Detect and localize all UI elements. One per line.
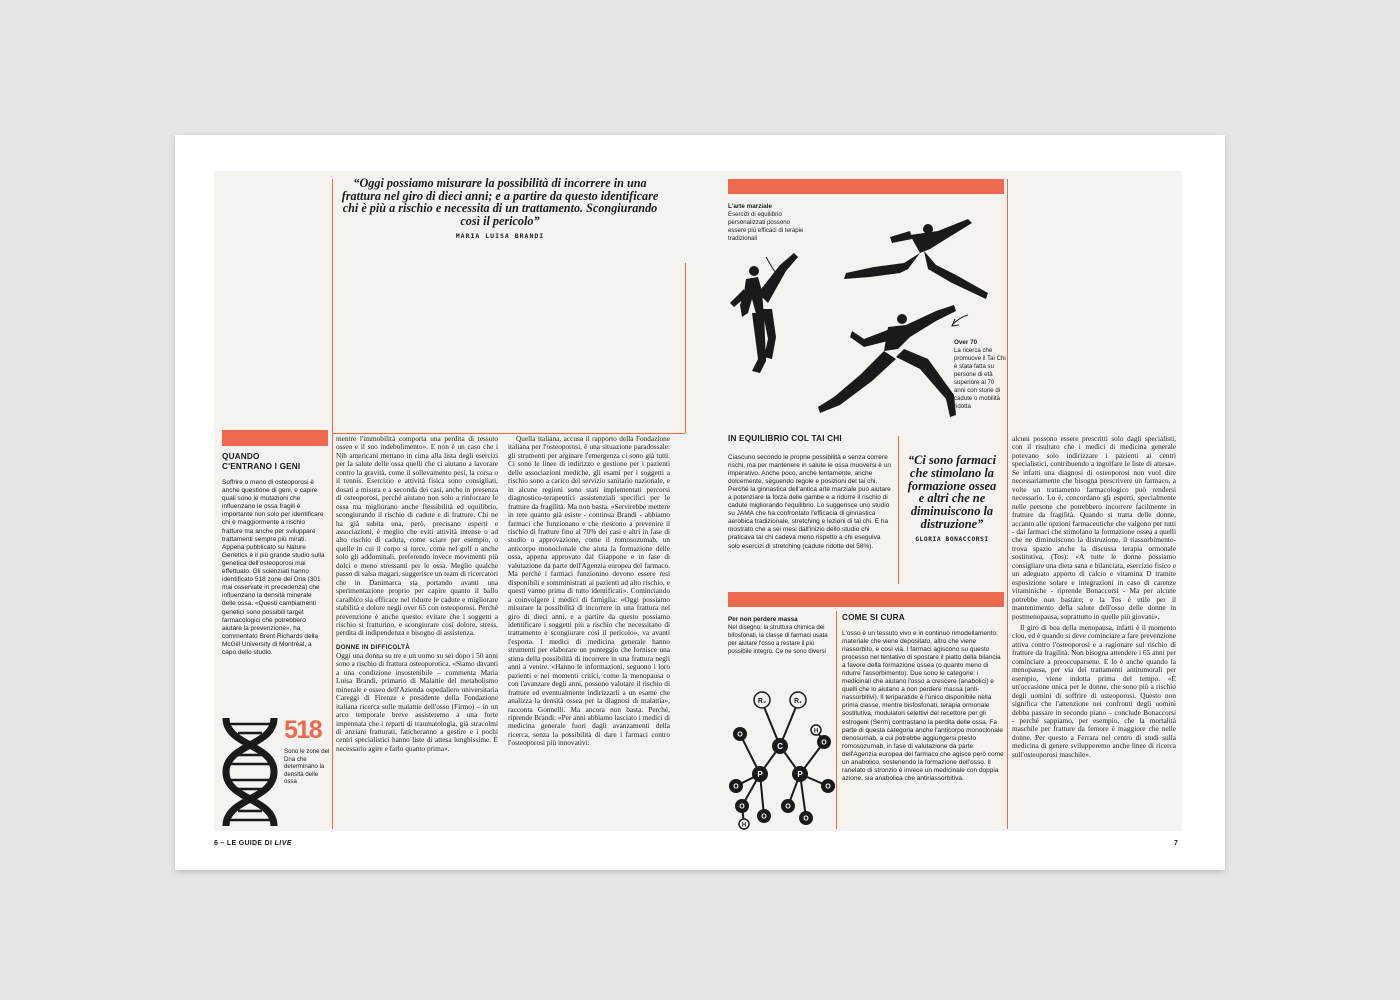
article-text: Quella italiana, accusa il rapporto della Fondazione italiana per l'osteoporosi, è una situazione paradossale: gli strumenti per arginare l'emergenza ci sono già tutti. Ci sono le linee di indirizzo e gestione per i pazienti delle associazioni mediche, gli esami per i soggetti a rischio sono a carico del servizio sanitario nazionale, e in alcune regioni sono stati implementati percorsi diagnostico-terapeutici assistenziali specifici per le fratture da fragilità. Ma non basta. «Servirebbe mettere in rete quanto già esiste - continua Brandi - abbiamo farmaci che funzionano e che riescono a prevenire il rischio di fratture fino al 70% dei casi e altri in fase di studio o approvazione, come il romosozumab, un anticorpo monoclonale che aiuta la formazione delle ossa, appena approvato dal Giappone e in fase di valutazione da parte dell'Agenzia europea del farmaco. Ma perché i farmaci funzionino devono essere resi disponibili e somministrati ai pazienti ad alto rischio, e questi vanno prima di tutto identificati». Cominciando a coinvolgere i medici di famiglia: «Oggi possiamo misurare la possibilità di incorrere in una frattura nel giro di dieci anni, e a partire da questo possiamo identificare i soggetti più a rischio che necessitano di trattamento e scongiurare così il pericolo», va avanti l'esperta. I medici di medicina generale hanno strumenti per elaborare un punteggio che fornisce una stima della possibilità di incorrere in una frattura negli anni a venire. «Hanno le informazioni, seguono i loro pazienti e nei momenti critici, come la menopausa o con l'avanzare degli anni, possono valutare il rischio di fratture ed eventualmente indirizzarli a un esame che analizza la densità ossea per la diagnosi di malattia», racconta Gonnelli. Ma ancora non basta. Perché, riprende Brandi: «Per anni abbiamo lasciato i medici di medicina generale fuori dagli avanzamenti della ricerca, senza la possibilità di dare i farmaci contro l'osteoporosi più innovativi: [508, 434, 670, 748]
footer-label: LE GUIDE DI [226, 840, 273, 847]
article-text: alcuni possono essere prescritti solo dagli specialisti, con il risultato che i medici di medicina generale potevano solo indirizzare i pazienti ai centri specialistici, contribuendo a ingolfare le liste di attesa». Se infatti una diagnosi di osteoporosi non vuol dire necessariamente che bisogna prescrivere un farmaco, a volte un trattamento farmacologico può rendersi necessario. Lo è, concordano gli esperti, specialmente nelle persone che potrebbero incorrere facilmente in fratture da fragilità. Quando si tratta delle donne, accanto alle opzioni farmaceutiche che valgono per tutti - dai farmaci che stimolano la formazione ossea a quelli che ne diminuiscono la distruzione, il riassorbimento- trova spazio anche la discussa terapia ormonale sostitutiva, (Tos): «A tutte le donne possiamo consigliare una dieta sana e bilanciata, esercizio fisico e un adeguato apporto di calcio e vitamina D tramite esposizione solare e integrazioni in caso di carenze vitaminiche - riprende Bonaccorsi - Ma per alcune potrebbe non bastare; e la Tos è utile per il mantenimento della salute dell'osso delle donne in postmenopausa, soprattutto in quelle più giovani». [1012, 434, 1176, 621]
atom-o-label: O [737, 731, 743, 739]
atom-o-label: O [733, 783, 739, 791]
illustration-accent-bar [728, 179, 1004, 194]
article-text: Oggi una donna su tre e un uomo su sei dopo i 50 anni sono a rischio di frattura osteoporotica. «Siamo davanti a una condizione insostenibile – commenta Maria Luisa Brandi, primario di Malattie del metabolismo minerale e osseo dell'Azienda ospedaliero universitaria Careggi di Firenze e presidente della Fondazione italiana ricerca sulle malattie dell'osso (Firmo) – in un arco temporale breve assisteremo a una forte impennata che i reparti di traumatologia, già stracolmi di anziani fratturati, faticheranno a gestire e i pochi centri specialistici hanno liste di attesa lunghissime. È necessario agire e farlo quanto prima». [336, 650, 498, 753]
atom-h-label: H [741, 822, 747, 829]
sidebar-accent-bar [222, 430, 328, 446]
caption-body: Esercizi di equilibrio personalizzati possono essere più efficaci di terapie tradizionali [728, 211, 804, 242]
atom-o-label: O [821, 739, 827, 747]
atom-p-label: P [757, 770, 763, 779]
section-body: L'osso è un tessuto vivo e in continuo rimodellamento: materiale che viene depositato, altro che viene riassorbito, e così via. I farmaci agiscono su questo processo nel tentativo di spostare il piatto della bilancia a favore della formazione ossea (o quanto meno di ridurre l'assorbimento). Due sono le categorie: i medicinali che aiutano l'osso a crescere (anabolici) e quelli che lo aiutano a non perdere massa (anti-riassorbitivi). Il teriparatide è l'unico disponibile nella prima classe, mentre bisfosfonati, terapia ormonale sostitutiva, modulatori selettivi del recettore per gli estrogeni (Serm) contrastano la perdita delle ossa. Fa parte di questa categoria anche l'anticorpo monoclonale denosumab, a cui potrebbe aggiungersi presto romosozumab, in fase di valutazione da parte dell'Agenzia europea del farmaco che agisce però come un anabolico, sostenendo la formazione dell'osso. Il ranelato di stronzio è invece un medicinale con doppia azione, sia anabolica che antiriassorbitiva. [842, 629, 1004, 783]
bisphosphonate-molecule-diagram [728, 686, 838, 831]
pull-quote-author: MARIA LUISA BRANDI [455, 232, 545, 241]
dna-helix-icon [220, 716, 280, 828]
column-rule [1007, 179, 1008, 829]
caption-title: L'arte marziale [728, 203, 772, 210]
column-rule [685, 263, 686, 433]
caption-title: Per non perdere massa [728, 616, 798, 623]
sidebar-body: Soffrire o meno di osteoporosi è anche questione di geni, e capire quali sono le mutazioni che influenzano le ossa fragili è importante non solo per identificare chi è maggiormente a rischio fratture ma anche per sviluppare trattamenti sempre più mirati. Appena pubblicato su Nature Genetics è il più grande studio sulla genetica dell'osteoporosi mai effettuato. Gli scienziati hanno identificato 518 zone del Dna (301 mai osservate in precedenza) che influenzano la densità minerale delle ossa. «Questi cambiamenti genetici sono possibili target farmacologici che potrebbero aiutare la prevenzione», ha commentato Brent Richards della McGill University di Montréal, a capo dello studio. [222, 479, 325, 656]
footer-separator: – [220, 840, 225, 847]
article-column-2 [336, 435, 498, 753]
atom-r1-label: R₁ [794, 698, 802, 705]
section-heading: IN EQUILIBRIO COL TAI CHI [728, 434, 842, 443]
article-text: Il giro di boa della menopausa, infatti è il momento clou, ed è quando si deve cominciare a fare prevenzione attiva contro l'osteoporosi e a ragionare sul rischio di fratture da fragilità. Non bisogna attendere i 65 anni per cominciare a preoccuparsene. E lo è anche quando la menopausa, per via dei trattamenti antitumorali per esempio, viene indotta prima del tempo. «È un'occasione unica per le donne, che sono più a rischio degli uomini di soffrire di osteoporosi. Questo non significa che l'attenzione nei confronti degli uomini debba passare in secondo piano – conclude Bonaccorsi - perché sappiamo, per esempio, che la mortalità maschile per fratture da femore è maggiore che nelle donne. Per questo a Ferrara nel centro di studi sulla medicina di genere svilupperemo anche linee di ricerca sull'osteoporosi maschile». [1012, 622, 1176, 759]
page-footer-left [214, 840, 292, 847]
come-si-cura-section [842, 613, 1004, 783]
pull-quote-text: “Ci sono farmaci che stimolano la formazione ossea e altri che ne diminuiscono la distruzione” [907, 453, 997, 531]
page-number: 6 [214, 840, 219, 847]
page-number: 7 [1174, 840, 1178, 847]
atom-o-label: O [739, 803, 745, 811]
sidebar-heading: QUANDO C'ENTRANO I GENI [222, 452, 301, 471]
article-column-last [1012, 435, 1176, 759]
column-rule [332, 179, 333, 829]
section-heading: COME SI CURA [842, 613, 905, 622]
pull-quote-text: “Oggi possiamo misurare la possibilità di incorrere in una frattura nel giro di dieci anni; e a partire da questo identificare chi è più a rischio e necessita di un trattamento. Scongiurando così il pericolo” [341, 176, 659, 228]
tai-chi-section [728, 434, 892, 551]
illustration-caption-right [954, 339, 1006, 411]
atom-c-label: C [777, 742, 783, 751]
brand-logo: LIVE [274, 840, 293, 847]
column-rule [898, 436, 899, 584]
atom-r2-label: R₂ [757, 698, 767, 705]
article-text: mentre l'immobilità comporta una perdita di tessuto osseo e il suo indebolimento». E non è un caso che i Nih americani mettano in cima alla lista degli esercizi per la salute delle ossa quelli che ci aiutano a lavorare contro la gravità, come il sollevamento pesi, la corsa o il tennis. Esercizio e attività fisica sono consigliati, dosati a misura e a seconda dei casi, anche in presenza di osteoporosi, perché aiutano non solo a rinforzare le ossa ma migliorano anche flessibilità ed equilibrio, scongiurando il rischio di cadute e di fratture. Chi ne ha già subita una, però, precisano esperti e associazioni, è meglio che eviti attività intense o ad alto rischio di caduta, come sciare per esempio, o quelle in cui il corpo si torce, come nel golf o anche solo gli addominali, preferendo invece movimenti più dolci e meno stressanti per le ossa. Meglio qualche passo di salsa magari, suggerisce un team di ricercatori che in Danimarca sta portando avanti una sperimentazione proprio per capire quanto il ballo caraibico sia efficace nel ridurre le cadute e migliorare stabilità e dolore negli over 65 con osteoporosi. Perché prevenzione è anche questo: evitare che i soggetti a rischio si fratturino, e scongiurare così dolore, stress, perdita di indipendenza e bisogno di assistenza. [336, 434, 498, 638]
atom-o-label: O [761, 813, 767, 821]
spread-content [214, 171, 1182, 847]
subheading: DONNE IN DIFFICOLTÀ [336, 643, 410, 651]
stat-caption: Sono le zone del Dna che determinano la densità delle ossa [284, 748, 330, 785]
pull-quote [340, 177, 660, 240]
caption-body: Nel disegno: la struttura chimica dei bifosfonati, la classe di farmaci usata per aiutare l'osso a restare il più possibile integro. Ce ne sono diversi [728, 624, 828, 655]
genes-sidebar [222, 452, 326, 657]
section-body: Ciascuno secondo le proprie possibilità e senza correre rischi, ma per mantenere in salute le ossa muoversi è un imperativo. Anche poco, anche lentamente, anche dolcemente, seguendo regole e posizioni del tai chi. Perché la ginnastica dell'antica arte marziale può aiutare a potenziare la forza delle gambe e a ridurre il rischio di cadute migliorando l'equilibrio. Lo suggerisce uno studio su JAMA che ha confrontato l'efficacia di ginnastica aerobica tradizionale, stretching e lezioni di tai chi. E ha mostrato che a sei mesi dall'inizio dello studio chi praticava tai chi cadeva meno rispetto a chi eseguiva solo esercizi di stretching (cadute ridotte del 58%). [728, 453, 891, 550]
atom-p-label: P [797, 770, 803, 779]
section-accent-bar [728, 592, 1004, 607]
atom-h-label: H [813, 728, 819, 735]
atom-o-label: O [803, 815, 809, 823]
pull-quote-author: GLORIA BONACCORSI [915, 535, 989, 543]
stat-block [284, 718, 330, 786]
article-column-3 [508, 435, 670, 748]
caption-body: La ricerca che promuove il Tai Chi è stata fatta su persone di età superiore al 70 anni con storie di cadute o mobilità ridotta [954, 347, 1006, 410]
molecule-caption [728, 616, 828, 656]
stat-number: 518 [284, 716, 322, 744]
atom-o-label: O [825, 783, 831, 791]
atom-o-label: O [785, 803, 791, 811]
pull-quote-right [904, 454, 1000, 543]
caption-title: Over 70 [954, 339, 978, 346]
